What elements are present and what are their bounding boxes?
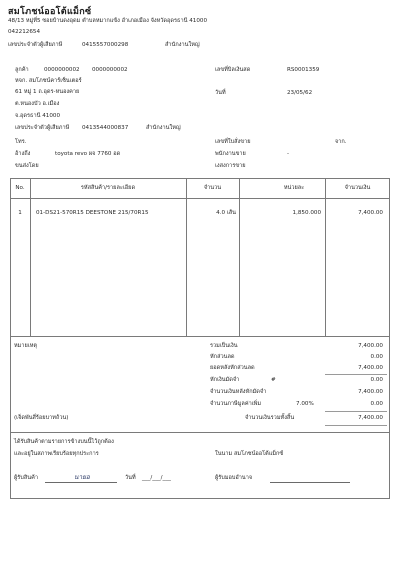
- summary-after-discount-label: ยอดหลังหักส่วนลด: [210, 365, 255, 371]
- company-tax-id-label: เลขประจำตัวผู้เสียภาษี: [8, 42, 63, 48]
- table-items-divider: [10, 336, 390, 337]
- summary-discount-label: หักส่วนลด: [210, 354, 235, 360]
- customer-tax-id: 0413544000837: [82, 125, 129, 131]
- summary-deposit-extra: #: [271, 377, 276, 383]
- row-1-no: 1: [18, 210, 22, 216]
- footer-note-1: ได้รับสินค้าตามรายการข้างบนนี้ไว้ถูกต้อง: [14, 439, 114, 445]
- summary-after-deposit-label: จำนวนเงินหลังหักมัดจำ: [210, 389, 267, 395]
- summary-subtotal-value: 7,400.00: [358, 343, 383, 349]
- amount-in-words: (เจ็ดพันสี่ร้อยบาทถ้วน): [14, 415, 69, 421]
- footer-divider: [10, 432, 390, 433]
- summary-underline-1: [325, 374, 387, 375]
- customer-branch: สำนักงานใหญ่: [146, 125, 181, 131]
- customer-tax-id-label: เลขประจำตัวผู้เสียภาษี: [15, 125, 70, 131]
- customer-code-1: 0000000002: [44, 67, 80, 73]
- receiver-label: ผู้รับสินค้า: [14, 475, 38, 481]
- customer-address-3: จ.อุดรธานี 41000: [15, 113, 61, 119]
- summary-after-deposit-value: 7,400.00: [358, 389, 383, 395]
- row-1-unit-price: 1,850.000: [292, 210, 321, 216]
- receiver-signature-line: [45, 482, 117, 483]
- customer-ref-value: toyota revo ผจ 7760 อด: [55, 151, 121, 157]
- footer-on-behalf: ในนาม สมโภชน์ออโต้แม็กซ์: [215, 451, 284, 457]
- summary-deposit-label: หักเงินมัดจำ: [210, 377, 240, 383]
- doc-date-label: วันที่: [215, 90, 226, 96]
- row-1-qty: 4.0 เส้น: [216, 210, 236, 216]
- company-tax-id: 0415557000298: [82, 42, 129, 48]
- doc-order-label: เลขที่ใบสั่งขาย: [215, 139, 251, 145]
- header-unit-price: หน่วยละ: [283, 185, 305, 191]
- summary-underline-2: [325, 411, 387, 412]
- customer-ref-label: อ้างถึง: [15, 151, 31, 157]
- customer-address-1: 61 หมู่ 1 ถ.อุดร-หนองคาย: [15, 89, 80, 95]
- receiver-signature: นายอ: [74, 473, 90, 481]
- summary-vat-rate: 7.00%: [296, 401, 314, 407]
- row-1-desc: 01-DS21-570R15 DEESTONE 215/70R15: [36, 210, 149, 216]
- doc-salesman-label: พนักงานขาย: [215, 151, 246, 157]
- customer-label: ลูกค้า: [15, 67, 29, 73]
- company-address: 48/13 หมู่ที่5 ซอยบ้านดงอุดม ตำบลหมากแข้ง อำเภอเมือง จังหวัดอุดรธานี 41000: [8, 18, 208, 24]
- summary-deposit-value: 0.00: [370, 377, 383, 383]
- header-amount: จำนวนเงิน: [344, 185, 371, 191]
- row-1-amount: 7,400.00: [358, 210, 383, 216]
- col-divider-price: [325, 178, 326, 336]
- summary-underline-3: [325, 425, 387, 426]
- doc-no-label: เลขที่บิลเงินสด: [215, 67, 251, 73]
- customer-name: หจก. สมโภชน์คาร์เซ็นเตอร์: [15, 78, 82, 84]
- header-no: No.: [15, 185, 25, 191]
- authorized-label: ผู้รับมอบอำนาจ: [215, 475, 253, 481]
- authorized-signature-line: [270, 482, 350, 483]
- table-header-divider: [10, 198, 390, 199]
- doc-order-suffix: จาก.: [335, 139, 347, 145]
- customer-address-2: ต.หนองบัว อ.เมือง: [15, 101, 60, 107]
- customer-ship-label: ขนส่งโดย: [15, 163, 39, 169]
- header-qty: จำนวน: [203, 185, 222, 191]
- header-desc: รหัสสินค้า/รายละเอียด: [80, 185, 136, 191]
- summary-discount-value: 0.00: [370, 354, 383, 360]
- col-divider-no: [30, 178, 31, 336]
- remarks-label: หมายเหตุ: [14, 343, 38, 349]
- doc-salesman-value: -: [287, 151, 290, 157]
- summary-grand-total-label: จำนวนเงินรวมทั้งสิ้น: [245, 415, 295, 421]
- col-divider-qty: [239, 178, 240, 336]
- summary-after-discount-value: 7,400.00: [358, 365, 383, 371]
- doc-due-label: เงสงการขาย: [215, 163, 246, 169]
- company-branch: สำนักงานใหญ่: [165, 42, 200, 48]
- col-divider-desc: [186, 178, 187, 336]
- summary-grand-total-value: 7,400.00: [358, 415, 383, 421]
- footer-note-2: และอยู่ในสภาพเรียบร้อยทุกประการ: [14, 451, 99, 457]
- receiver-date-blank: ___/___/___: [142, 475, 171, 481]
- receiver-date-label: วันที่: [125, 475, 136, 481]
- customer-code-2: 0000000002: [92, 67, 128, 73]
- doc-date-value: 23/05/62: [287, 90, 313, 96]
- customer-tel-label: โทร.: [15, 139, 27, 145]
- company-name: สมโภชน์ออโต้แม็กซ์: [8, 7, 92, 17]
- company-phone: 042212654: [8, 29, 41, 35]
- summary-vat-value: 0.00: [370, 401, 383, 407]
- summary-subtotal-label: รวมเป็นเงิน: [210, 343, 238, 349]
- summary-vat-label: จำนวนภาษีมูลค่าเพิ่ม: [210, 401, 262, 407]
- doc-no-value: RS0001359: [287, 67, 320, 73]
